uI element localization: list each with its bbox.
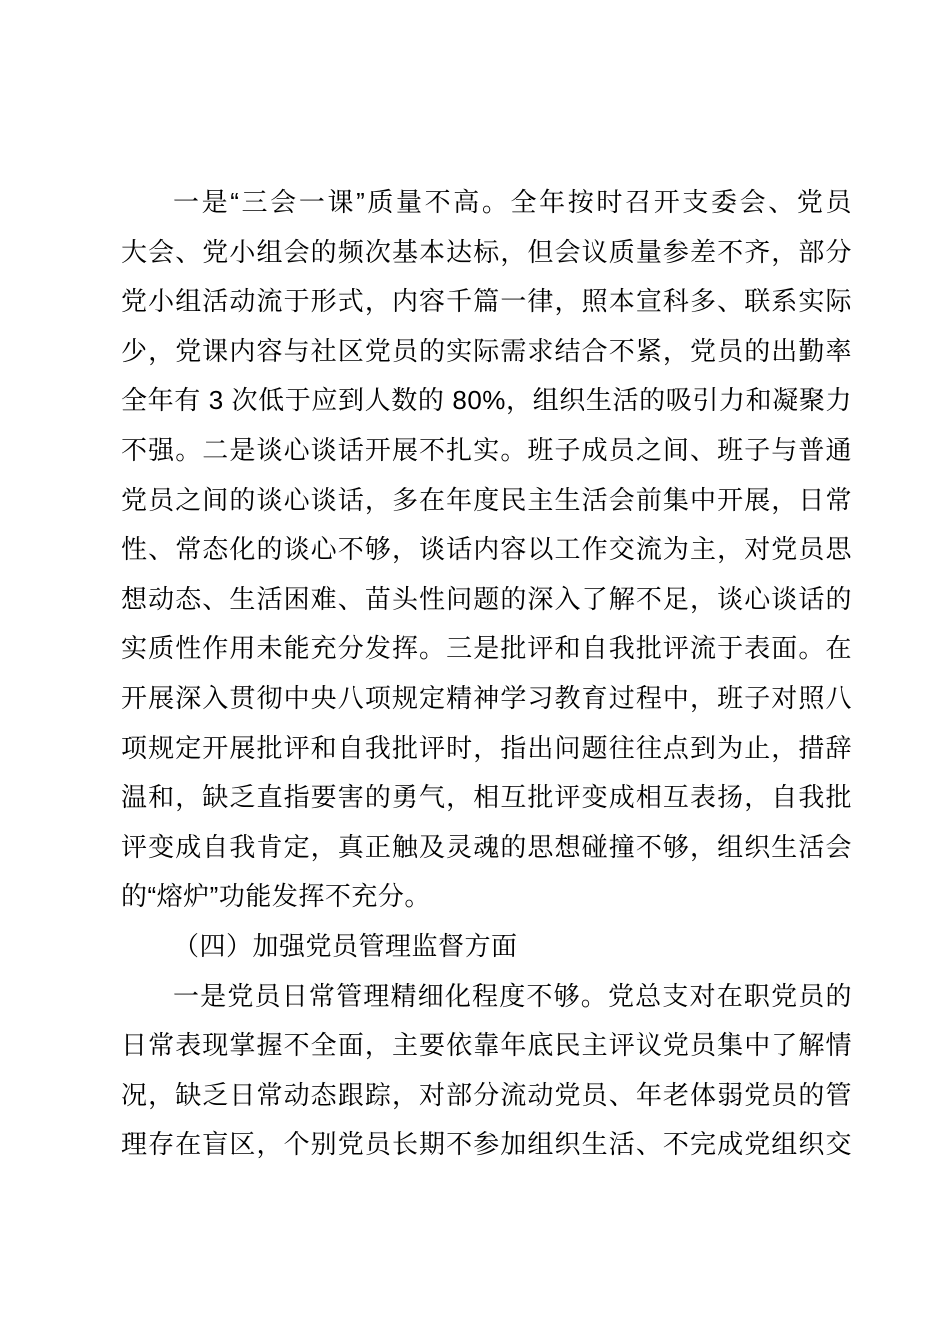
- text-line: 项规定开展批评和自我批评时，指出问题往往点到为止，措辞: [121, 732, 852, 763]
- text-line: 理存在盲区，个别党员长期不参加组织生活、不完成党组织交: [121, 1129, 852, 1160]
- document-body: [121, 178, 852, 1170]
- text-line: 况，缺乏日常动态跟踪，对部分流动党员、年老体弱党员的管: [121, 1079, 852, 1110]
- text-line: 不强。二是谈心谈话开展不扎实。班子成员之间、班子与普通: [121, 434, 852, 465]
- text-line: 的“熔炉”功能发挥不充分。: [121, 881, 431, 912]
- text-line: 党小组活动流于形式，内容千篇一律，照本宣科多、联系实际: [121, 286, 852, 317]
- text-line: 全年有 3 次低于应到人数的 80%，组织生活的吸引力和凝聚力: [121, 385, 852, 416]
- text-line: 评变成自我肯定，真正触及灵魂的思想碰撞不够，组织生活会: [121, 831, 852, 862]
- text-line: 少，党课内容与社区党员的实际需求结合不紧，党员的出勤率: [121, 335, 852, 366]
- text-line: 日常表现掌握不全面，主要依靠年底民主评议党员集中了解情: [121, 1030, 852, 1061]
- text-line: 温和，缺乏直指要害的勇气，相互批评变成相互表扬，自我批: [121, 782, 852, 813]
- text-line: 实质性作用未能充分发挥。三是批评和自我批评流于表面。在: [121, 633, 852, 664]
- text-line: 大会、党小组会的频次基本达标，但会议质量参差不齐，部分: [121, 236, 852, 267]
- text-line: 党员之间的谈心谈话，多在年度民主生活会前集中开展，日常: [121, 484, 852, 515]
- text-line: （四）加强党员管理监督方面: [173, 930, 518, 961]
- text-line: 想动态、生活困难、苗头性问题的深入了解不足，谈心谈话的: [121, 583, 852, 614]
- text-line: 性、常态化的谈心不够，谈话内容以工作交流为主，对党员思: [121, 534, 852, 565]
- text-line: 一是党员日常管理精细化程度不够。党总支对在职党员的: [173, 980, 852, 1011]
- text-line: 开展深入贯彻中央八项规定精神学习教育过程中，班子对照八: [121, 682, 852, 713]
- text-line: 一是“三会一课”质量不高。全年按时召开支委会、党员: [173, 187, 852, 217]
